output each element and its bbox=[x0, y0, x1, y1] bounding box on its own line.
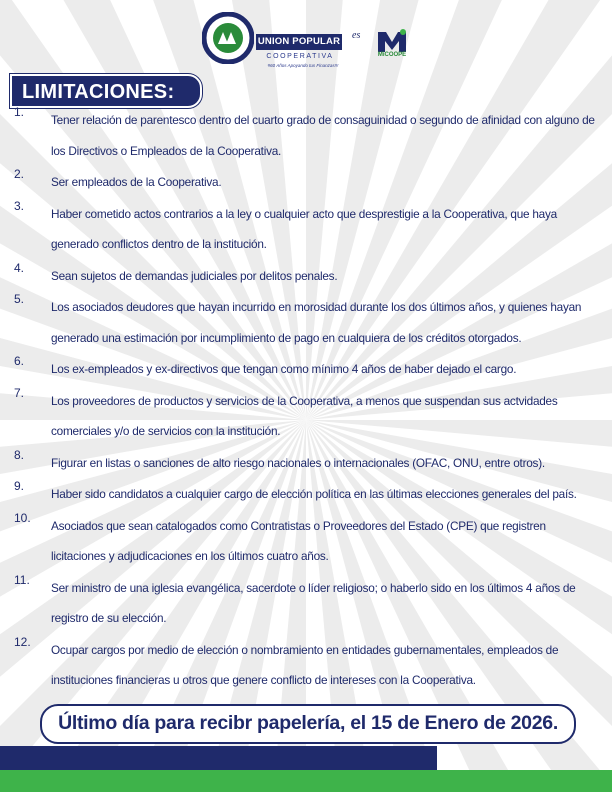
item-text: Tener relación de parentesco dentro del cuarto grado de consaguinidad o segundo de afinidad con alguno de los Directivos o Empleados de la Cooperativa. bbox=[51, 113, 595, 158]
item-number: 9. bbox=[14, 479, 25, 493]
deadline-text: Último día para recibr papelería, el 15 de Enero de 2026. bbox=[58, 712, 558, 734]
item-text: Los asociados deudores que hayan incurrido en morosidad durante los dos últimos años, y quienes hayan generado una estimación por incumplimiento de pago en cualquiera de los créditos otorgados. bbox=[51, 300, 582, 345]
item-number: 7. bbox=[14, 385, 25, 400]
item-text: Asociados que sean catalogados como Contratistas o Proveedores del Estado (CPE) que registren licitaciones y adjudicaciones en los últimos cuatro años. bbox=[51, 518, 546, 563]
item-number: 6. bbox=[14, 354, 25, 368]
limitations-list bbox=[14, 105, 602, 706]
section-title-banner bbox=[10, 74, 202, 108]
item-number: 4. bbox=[14, 260, 25, 275]
item-text: Haber cometido actos contrarios a la ley o cualquier acto que desprestigie a la Cooperativa, que haya generado conflictos dentro de la institución. bbox=[51, 206, 557, 251]
deadline-banner bbox=[40, 704, 576, 744]
header bbox=[200, 8, 430, 74]
item-text: Figurar en listas o sanciones de alto riesgo nacionales o internacionales (OFAC, ONU, entre otros). bbox=[51, 455, 545, 470]
partner-name: MiCOOPE bbox=[377, 52, 407, 58]
list-item bbox=[14, 199, 602, 260]
item-text: Sean sujetos de demandas judiciales por delitos penales. bbox=[51, 268, 338, 283]
list-item bbox=[14, 448, 602, 479]
union-popular-logo-icon bbox=[202, 12, 254, 64]
item-text: Ocupar cargos por medio de elección o nombramiento en entidades gubernamentales, empleados de instituciones financieras u otros que genere conflicto de intereses con la Cooperativa. bbox=[51, 642, 559, 687]
item-number: 2. bbox=[14, 167, 25, 181]
list-item bbox=[14, 105, 602, 166]
footer-green-bar bbox=[0, 770, 612, 792]
list-item bbox=[14, 167, 602, 198]
item-number: 10. bbox=[14, 510, 31, 525]
footer-navy-bar bbox=[0, 746, 437, 770]
item-text: Los ex-empleados y ex-directivos que tengan como mínimo 4 años de haber dejado el cargo. bbox=[51, 362, 517, 376]
list-item bbox=[14, 511, 602, 572]
item-number: 8. bbox=[14, 447, 25, 462]
list-item bbox=[14, 354, 602, 385]
item-text: Los proveedores de productos y servicios de la Cooperativa, a menos que suspendan sus actvidades comerciales y/o de servicios con la institución. bbox=[51, 393, 558, 438]
list-item bbox=[14, 261, 602, 292]
brand-subtitle: COOPERATIVA bbox=[266, 53, 334, 60]
item-number: 11. bbox=[14, 572, 30, 587]
list-item bbox=[14, 292, 602, 353]
item-text: Ser empleados de la Cooperativa. bbox=[51, 175, 222, 189]
item-number: 3. bbox=[14, 198, 25, 213]
item-number: 5. bbox=[14, 292, 25, 306]
list-item bbox=[14, 386, 602, 447]
item-number: 1. bbox=[14, 105, 25, 119]
connector-text: es bbox=[352, 30, 361, 41]
section-title: LIMITACIONES: bbox=[22, 81, 175, 103]
brand-tagline: #60 Años Apoyando tus Finanzas!!! bbox=[267, 63, 339, 68]
item-number: 12. bbox=[14, 634, 31, 649]
list-item bbox=[14, 635, 602, 696]
list-item bbox=[14, 573, 602, 634]
brand-name: UNION POPULAR bbox=[256, 34, 342, 50]
item-text: Ser ministro de una iglesia evangélica, sacerdote o líder religioso; o haberlo sido en los últimos 4 años de registro de su elección. bbox=[51, 580, 576, 625]
list-item bbox=[14, 479, 602, 510]
item-text: Haber sido candidatos a cualquier cargo de elección política en las últimas elecciones generales del país. bbox=[51, 487, 577, 501]
